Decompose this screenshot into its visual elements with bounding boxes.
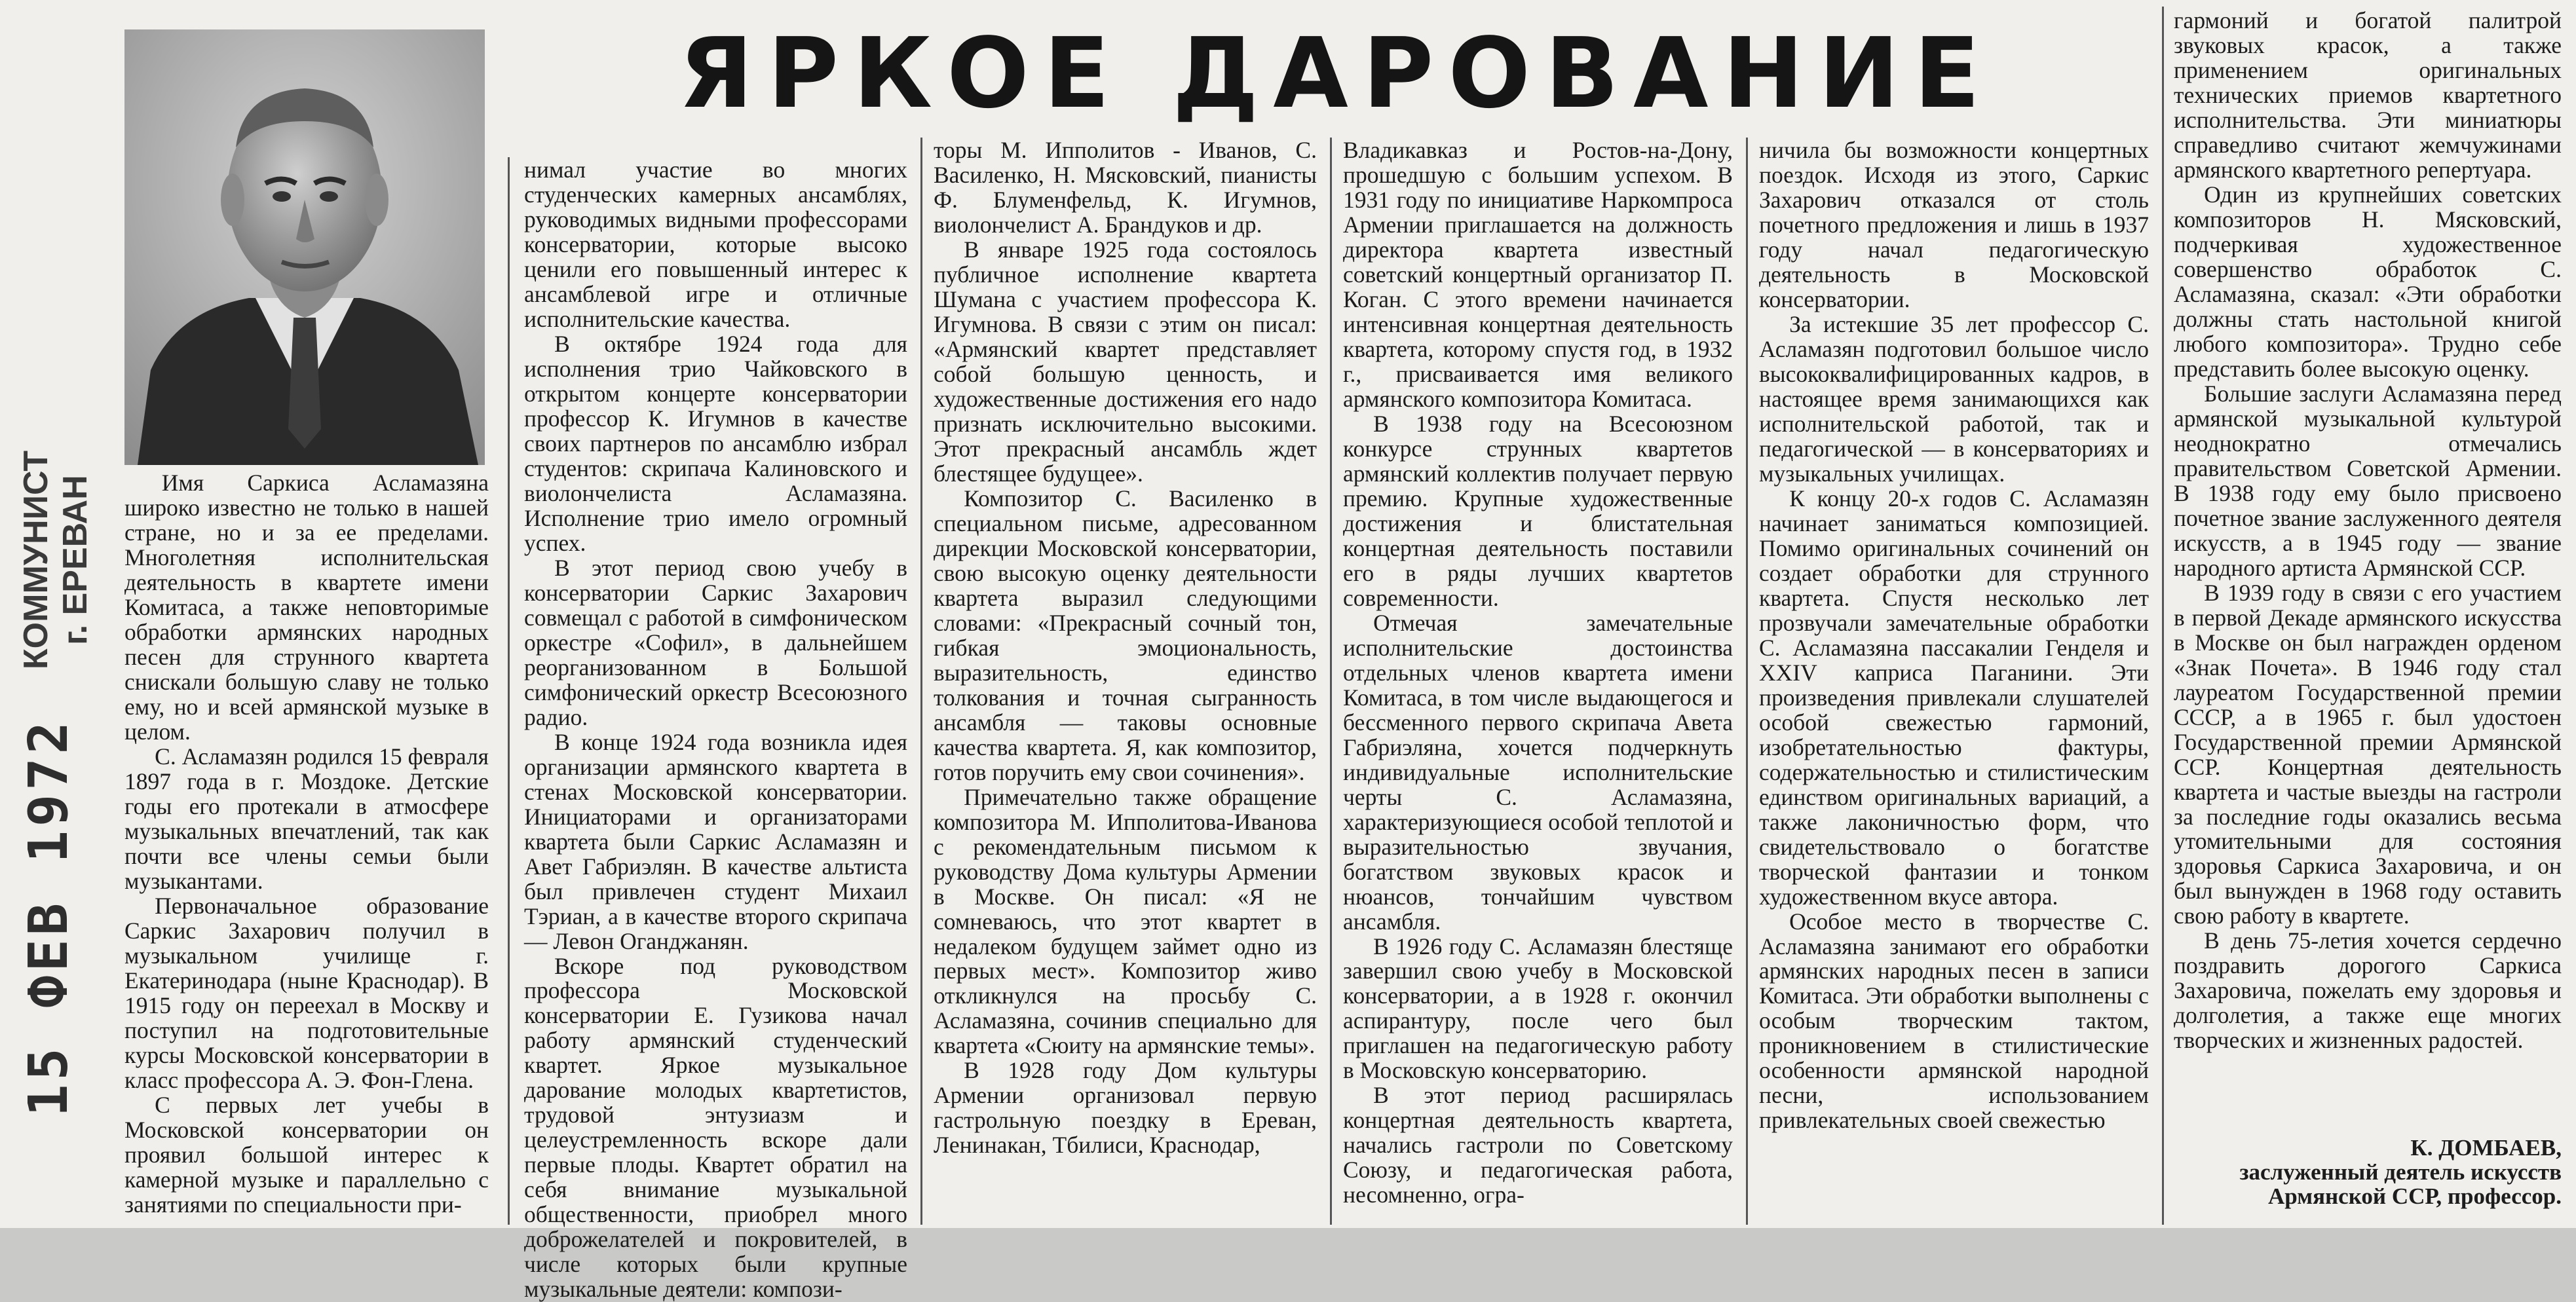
author-signature bbox=[2162, 1136, 2562, 1208]
author-title: заслуженный деятель искусств Армянской ССР, профессор. bbox=[2239, 1159, 2562, 1209]
paragraph: В 1938 году на Всесоюзном конкурсе струнных квартетов армянский коллектив получает первую премию. Крупные художественные достижения и блистательная концертная деятельность поставили его в ряды лучших квартетов современности. bbox=[1343, 410, 1733, 611]
paragraph: В 1928 году Дом культуры Армении организовал первую гастрольную поездку в Ереван, Ленинакан, Тбилиси, Краснодар, bbox=[934, 1057, 1317, 1159]
article-column-6 bbox=[2174, 8, 2562, 1131]
intro-paragraph: Имя Саркиса Асламазяна широко известно не только в нашей стране, но и за ее пределами. Многолетняя исполнительская деятельность в квартете имени Комитаса, а также неповторимые обработки армянских народных песен для струнного квартета снискали большую славу не только ему, но и всей армянской музыке в целом. bbox=[124, 470, 489, 745]
paragraph: За истекшие 35 лет профессор С. Асламазян подготовил большое число высококвалифицированных кадров, в настоящее время занимающихся как исполнительской работой, так и педагогической — в консерваториях и музыкальных училищах. bbox=[1759, 310, 2149, 487]
paragraph: Отмечая замечательные исполнительские достоинства отдельных членов квартета имени Комитаса, в том числе выдающегося и бессменного первого скрипача Авета Габриэляна, хочется подчеркнуть индивидуальные исполнительские черты С. Асламазяна, характеризующиеся особой теплотой и выразительностью звучания, богатством звуковых красок и нюансов, тончайшим чувством ансамбля. bbox=[1343, 609, 1733, 935]
article-column-3 bbox=[934, 138, 1317, 1225]
paragraph: Особое место в творчестве С. Асламазяна занимают его обработки армянских народных песен в записи Комитаса. Эти обработки выполнены с особым творческим тактом, проникновением в стилистические особенности армянской народной песни, использованием привлекательных своей свежестью bbox=[1759, 908, 2149, 1134]
portrait-icon bbox=[124, 29, 485, 465]
paragraph: Примечательно также обращение композитора М. Ипполитова-Иванова с рекомендательным письмом к руководству Дома культуры Армении в Москве. Он писал: «Я не сомневаюсь, что этот квартет в недалеком будущем займет одно из первых мест». Композитор живо откликнулся на просьбу С. Асламазяна, сочинив специально для квартета «Сюиту на армянские темы». bbox=[934, 783, 1317, 1059]
paragraph: В январе 1925 года состоялось публичное исполнение квартета Шумана с участием профессора К. Игумнова. В связи с этим он писал: «Армянский квартет представляет собой большую ценность, и художественные достижения его надо признать исключительно высокими. Этот прекрасный ансамбль ждет блестящее будущее». bbox=[934, 236, 1317, 487]
column-divider bbox=[1330, 138, 1332, 1225]
paragraph: Один из крупнейших советских композиторов Н. Мясковский, подчеркивая художественное совершенство обработок С. Асламазяна, сказал: «Эти обработки должны стать настольной книгой любого композитора». Трудно себе представить более высокую оценку. bbox=[2174, 181, 2562, 382]
paragraph: Большие заслуги Асламазяна перед армянской музыкальной культурой неоднократно отмечались правительством Советской Армении. В 1938 году ему было присвоено почетное звание заслуженного деятеля искусств, а в 1945 году — звание народного артиста Армянской ССР. bbox=[2174, 380, 2562, 581]
paragraph: В этот период свою учебу в консерватории Саркис Захарович совмещал с работой в симфоническом оркестре «Софил», в дальнейшем реорганизованном в Большой симфонический оркестр Всесоюзного радио. bbox=[524, 554, 907, 730]
paragraph: В день 75-летия хочется сердечно поздравить дорогого Саркиса Захаровича, пожелать ему здоровья и долголетия, а также еще многих творческих и жизненных радостей. bbox=[2174, 927, 2562, 1054]
paragraph: Первоначальное образование Саркис Захарович получил в музыкальном училище г. Екатеринодара (ныне Краснодар). В 1915 году он переехал в Москву и поступил на подготовительные курсы Московской консерватории в класс профессора А. Э. Фон-Глена. bbox=[124, 892, 489, 1093]
paragraph: ничила бы возможности концертных поездок. Исходя из этого, Саркис Захарович отказался от столь почетного предложения и лишь в 1937 году начал педагогическую деятельность в Московской консерватории. bbox=[1759, 137, 2149, 312]
paragraph: К концу 20-х годов С. Асламазян начинает заниматься композицией. Помимо оригинальных сочинений он создает обработки для струнного квартета. Спустя несколько лет прозвучали замечательные обработки С. Асламазяна пассакалии Генделя и XXIV каприса Паганини. Эти произведения привлекали слушателей особой свежестью гармоний, изобретательностью фактуры, содержательностью и стилистическим единством оригинальных вариаций, а также лаконичностью форм, что свидетельствовало о богатстве творческой фантазии и тонком художественном вкусе автора. bbox=[1759, 485, 2149, 910]
paragraph: торы М. Ипполитов - Иванов, С. Василенко, Н. Мясковский, пианисты Ф. Блуменфельд, К. Игумнов, виолончелист А. Брандуков и др. bbox=[934, 137, 1317, 238]
column-divider bbox=[920, 138, 922, 1225]
paragraph: В октябре 1924 года для исполнения трио Чайковского в открытом концерте консерватории профессор К. Игумнов в качестве своих партнеров по ансамблю избрал студентов: скрипача Калиновского и виолончелиста Асламазяна. Исполнение трио имело огромный успех. bbox=[524, 330, 907, 556]
paragraph: В 1926 году С. Асламазян блестяще завершил свою учебу в Московской консерватории, а в 1928 г. окончил аспирантуру, после чего был приглашен на педагогическую работу в Московскую консерваторию. bbox=[1343, 933, 1733, 1084]
paragraph: нимал участие во многих студенческих камерных ансамблях, руководимых видными профессорами консерватории, которые высоко ценили его повышенный интерес к ансамблевой игре и отличные исполнительские качества. bbox=[524, 157, 907, 332]
date-stamp bbox=[0, 691, 98, 1143]
column-divider bbox=[508, 157, 510, 1225]
source-stamp-name: КОММУНИСТ bbox=[17, 450, 55, 670]
paragraph: С первых лет учебы в Московской консерватории он проявил большой интерес к камерной музыке и параллельно с занятиями по специальности при- bbox=[124, 1091, 489, 1218]
paragraph: С. Асламазян родился 15 февраля 1897 года в г. Моздоке. Детские годы его протекали в атмосфере музыкальных впечатлений, так как почти все члены семьи были музыкантами. bbox=[124, 743, 489, 894]
column-divider bbox=[2162, 7, 2164, 1225]
paragraph: В этот период расширялась концертная деятельность квартета, начались гастроли по Советскому Союзу, и педагогическая работа, несомненно, огра- bbox=[1343, 1082, 1733, 1208]
author-name: К. ДОМБАЕВ, bbox=[2410, 1135, 2562, 1161]
paragraph: гармоний и богатой палитрой звуковых красок, а также применением оригинальных технических приемов квартетного исполнительства. Эти миниатюры справедливо считают жемчужинами армянского квартетного репертуара. bbox=[2174, 7, 2562, 183]
paragraph: В конце 1924 года возникла идея организации армянского квартета в стенах Московской консерватории. Инициаторами и организаторами квартета были Саркис Асламазян и Авет Габриэлян. В качестве альтиста был привлечен студент Михаил Тэриан, а в качестве второго скрипача — Левон Оганджанян. bbox=[524, 728, 907, 954]
column-divider bbox=[1746, 138, 1748, 1225]
headline: ЯРКОЕ ДАРОВАНИЕ bbox=[678, 17, 1995, 130]
article-column-5 bbox=[1759, 138, 2149, 1225]
date-stamp-text: 15 ФЕВ 1972 bbox=[18, 717, 81, 1117]
article-column-2 bbox=[524, 157, 907, 1302]
article-column-1 bbox=[124, 470, 489, 1223]
source-stamp bbox=[7, 406, 105, 714]
article-column-4 bbox=[1343, 138, 1733, 1225]
source-stamp-city: г. ЕРЕВАН bbox=[56, 475, 94, 645]
paragraph: В 1939 году в связи с его участием в первой Декаде армянского искусства в Москве он был награжден орденом «Знак Почета». В 1946 году стал лауреатом Государственной премии СССР, а в 1965 г. был удостоен Государственной премии Армянской ССР. Концертная деятельность квартета и частые выезды на гастроли за последние годы оказались весьма утомительными для состояния здоровья Саркиса Захаровича, и он был вынужден в 1968 году оставить свою работу в квартете. bbox=[2174, 579, 2562, 929]
paragraph: Владикавказ и Ростов-на-Дону, прошедшую с большим успехом. В 1931 году по инициативе Наркомпроса Армении приглашается на должность директора квартета известный советский концертный организатор П. Коган. С этого времени начинается интенсивная концертная деятельность квартета, которому спустя год, в 1932 г., присваивается имя великого армянского композитора Комитаса. bbox=[1343, 137, 1733, 412]
portrait-photo bbox=[124, 29, 485, 465]
paragraph: Композитор С. Василенко в специальном письме, адресованном дирекции Московской консерватории, свою высокую оценку деятельности квартета выразил следующими словами: «Прекрасный сочный тон, гибкая эмоциональность, выразительность, единство толкования и точная сыгранность ансамбля — таковы основные качества квартета. Я, как композитор, готов поручить ему свои сочинения». bbox=[934, 485, 1317, 785]
paragraph: Вскоре под руководством профессора Московской консерватории Е. Гузикова начал работу армянский студенческий квартет. Яркое музыкальное дарование молодых квартетистов, трудовой энтузиазм и целеустремленность вскоре дали первые плоды. Квартет обратил на себя внимание музыкальной общественности, приобрел много доброжелателей и покровителей, в числе которых были крупные музыкальные деятели: компози- bbox=[524, 952, 907, 1302]
